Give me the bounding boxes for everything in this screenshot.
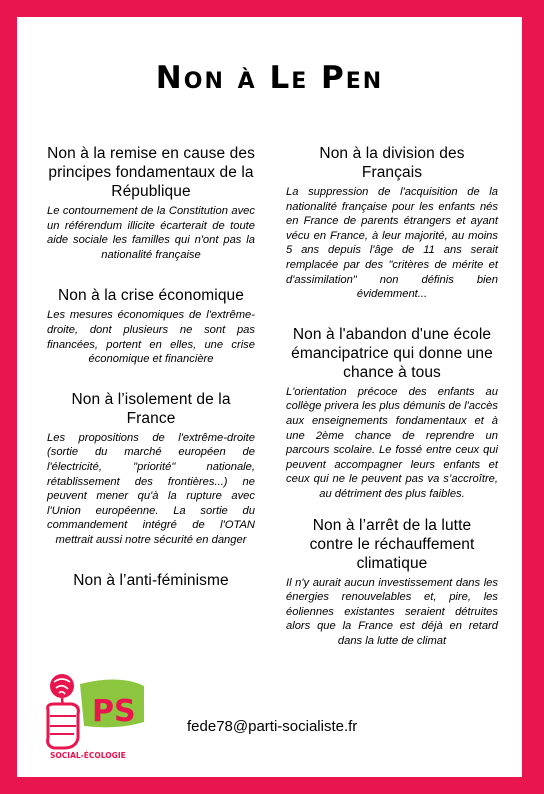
section-body: L'orientation précoce des enfants au collège privera les plus démunis de l'accès aux enseignements fondamentaux et à une 2ème chance de reprendre un parcours scolaire. Le fossé entre ceux qui peuvent accompagner leurs enfants et ceux qui ne le peuvent pas va s’accroître, au détriment des plus faibles. bbox=[286, 385, 498, 500]
logo-tagline: SOCIAL-ÉCOLOGIE bbox=[50, 751, 126, 758]
section-body: Les propositions de l'extrême-droite (sortie du marché européen de l'électricité, "priorité" nationale, rétablissement des frontières...) ne peuvent mener qu'à la rupture avec l'Union européenne. La sortie du commandement intégré de l'OTAN mettrait aussi notre sécurité en danger bbox=[47, 431, 255, 546]
section-principes bbox=[47, 144, 255, 262]
flyer-page bbox=[17, 17, 522, 777]
section-heading: Non à l’anti-féminisme bbox=[73, 571, 229, 589]
section-heading: Non à la crise économique bbox=[57, 287, 245, 305]
logo-letters: PS bbox=[92, 694, 136, 729]
section-climat bbox=[286, 516, 498, 649]
section-feminisme bbox=[47, 571, 255, 590]
section-division bbox=[286, 144, 498, 302]
section-crise bbox=[47, 286, 255, 366]
section-body: La suppression de l'acquisition de la nationalité française pour les enfants nés en France de parents étrangers et ayant vécu en France, à leur majorité, au moins 5 ans depuis l'âge de 11 ans serait remplacée par des "critères de mérite et d'assimilation" non définis bien évidemment... bbox=[286, 186, 498, 301]
contact-email[interactable]: fede78@parti-socialiste.fr bbox=[187, 718, 358, 735]
ps-logo bbox=[40, 668, 146, 758]
left-column bbox=[47, 144, 255, 590]
section-body: Il n'y aurait aucun investissement dans les énergies renouvelables et, pire, les éoliennes existantes seraient détruites alors que la France est déjà en retard dans la lutte de climat bbox=[286, 576, 498, 647]
section-ecole bbox=[286, 325, 498, 502]
section-heading: Non à l’arrêt de la lutte contre le réchauffement climatique bbox=[309, 516, 475, 572]
section-heading: Non à l’isolement de la France bbox=[71, 390, 231, 427]
right-column bbox=[286, 144, 498, 648]
flyer-title: Non à Le Pen bbox=[155, 60, 384, 96]
section-heading: Non à l'abandon d'une école émancipatrice qui donne une chance à tous bbox=[291, 325, 493, 381]
section-heading: Non à la division des Français bbox=[319, 145, 465, 181]
section-isolement bbox=[47, 390, 255, 548]
section-body: Le contournement de la Constitution avec un référendum illicite écarterait de toute aide sociale les familles qui n'ont pas la nationalité française bbox=[47, 205, 255, 261]
section-body: Les mesures économiques de l'extrême-droite, dont plusieurs ne sont pas financées, portent en elles, une crise économique et financière bbox=[47, 309, 255, 366]
section-heading: Non à la remise en cause des principes fondamentaux de la République bbox=[47, 145, 255, 200]
